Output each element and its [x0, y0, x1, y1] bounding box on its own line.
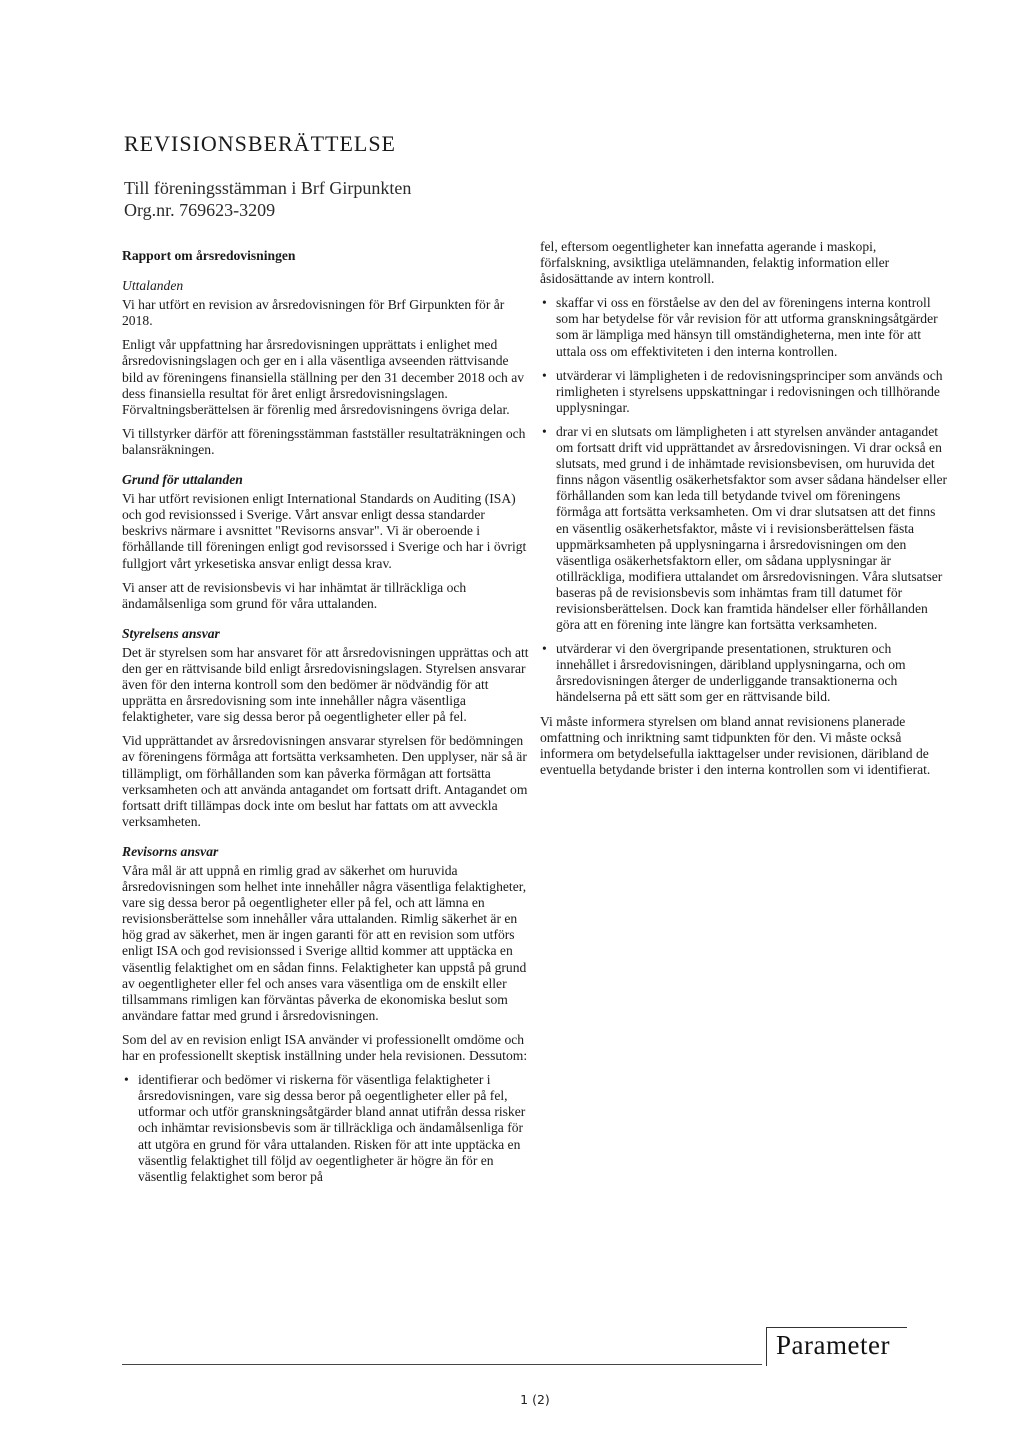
bullet-text: utvärderar vi lämpligheten i de redovisningsprinciper som används och rimligheten i styrelsens uppskattningar i redovisningen och tillhörande upplysningar.: [556, 367, 943, 415]
bullet-item: [122, 1072, 530, 1185]
uttalanden-paragraph: Vi har utfört en revision av årsredovisningen för Brf Girpunkten för år 2018.: [122, 297, 505, 329]
bullet-text: drar vi en slutsats om lämpligheten i att styrelsen använder antagandet om fortsatt drift vid upprättandet av årsredovisningen. Vi drar också en slutsats, med grund i de inhämtade revisionsbevisen, om huruvida det finns någon väsentlig osäkerhetsfaktor som avser sådana händelser eller förhållanden som kan leda till betydande tvivel om föreningens förmåga att fortsätta verksamheten. Om vi drar slutsatsen att det finns en väsentlig osäkerhetsfaktor, måste vi i revisionsberättelsen fästa uppmärksamheten på upplysningarna i årsredovisningen om den väsentliga osäkerhetsfaktorn eller, om sådana upplysningar är otillräckliga, modifiera uttalandet om årsredovisningen. Våra slutsatser baseras på de revisionsbevis som inhämtas fram till datumet för revisionsberättelsen. Dock kan framtida händelser eller förhållanden göra att en förening inte längre kan fortsätta verksamheten.: [556, 423, 948, 633]
bullet-item: [540, 424, 948, 633]
bullet-icon: •: [542, 641, 547, 657]
uttalanden-paragraph: Vi tillstyrker därför att föreningsstämman fastställer resultaträkningen och balansräkningen.: [122, 425, 526, 457]
right-bullet-list: [540, 295, 948, 705]
styrelsens-paragraph: Vid upprättandet av årsredovisningen ansvarar styrelsen för bedömningen av föreningens förmåga att fortsätta verksamheten. Den upplyser, när så är tillämpligt, om förhållanden som kan påverka förmågan att fortsätta verksamheten och att använda antagandet om fortsatt drift. Antagandet om fortsatt drift tillämpas dock inte om beslut har fattats om att avveckla verksamheten.: [122, 733, 528, 829]
uttalanden-paragraph: Enligt vår uppfattning har årsredovisningen upprättats i enlighet med årsredovisningslagen och ger en i alla väsentliga avseenden rättvisande bild av föreningens finansiella ställning per den 31 december 2018 och av dess finansiella resultat för året enligt årsredovisningslagen. Förvaltningsberättelsen är förenlig med årsredovisningens övriga delar.: [122, 337, 525, 417]
footer-rule: [122, 1364, 762, 1365]
page-number: 1 (2): [520, 1392, 550, 1407]
grund-paragraph: Vi anser att de revisionsbevis vi har inhämtat är tillräckliga och ändamålsenliga som grund för våra uttalanden.: [122, 579, 467, 611]
parameter-logo: Parameter: [776, 1330, 890, 1360]
left-column: [122, 248, 530, 1193]
bullet-item: [540, 295, 948, 359]
bullet-text: identifierar och bedömer vi riskerna för väsentliga felaktigheter i årsredovisningen, vare sig dessa beror på oegentligheter eller på fel, utformar och utför granskningsåtgärder bland annat utifrån dessa risker och inhämtar revisionsbevis som är tillräckliga och ändamålsenliga för att utgöra en grund för våra uttalanden. Risken för att inte upptäcka en väsentlig felaktighet till följd av oegentligheter är högre än för en väsentlig felaktighet som beror på: [138, 1072, 526, 1184]
document-title: REVISIONSBERÄTTELSE: [124, 131, 396, 156]
revisorns-paragraph: Våra mål är att uppnå en rimlig grad av säkerhet om huruvida årsredovisningen som helhet inte innehåller några väsentliga felaktigheter, vare sig dessa beror på oegentligheter eller på fel, och att lämna en revisionsberättelse som innehåller våra uttalanden. Rimlig säkerhet är en hög grad av säkerhet, men är ingen garanti för att en revision som utförs enligt ISA och god revisionssed i Sverige alltid kommer att upptäcka en väsentlig felaktighet om en sådan finns. Felaktigheter kan uppstå på grund av oegentligheter eller fel och anses vara väsentliga om de enskilt eller tillsammans rimligen kan förväntas påverka de ekonomiska beslut som användare fattar med grund i årsredovisningen.: [122, 863, 527, 1023]
recipient-line: Till föreningsstämman i Brf Girpunkten: [124, 178, 412, 198]
bullet-item: [540, 641, 948, 705]
bullet-icon: •: [542, 423, 547, 439]
styrelsens-paragraph: Det är styrelsen som har ansvaret för att årsredovisningen upprättas och att den ger en rättvisande bild enligt årsredovisningslagen. Styrelsen ansvarar även för den interna kontroll som den bedömer är nödvändig för att upprätta en årsredovisning som inte innehåller några väsentliga felaktigheter, vare sig dessa beror på oegentligheter eller på fel.: [122, 644, 529, 725]
section-title: Rapport om årsredovisningen: [122, 248, 296, 263]
bullet-icon: •: [542, 295, 547, 311]
bullet-text: skaffar vi oss en förståelse av den del av föreningens interna kontroll som har betydelse för vår revision för att utforma granskningsåtgärder som är lämpliga med hänsyn till omständigheterna, men inte för att uttala oss om effektiviteten i den interna kontrollen.: [556, 295, 938, 359]
styrelsens-heading: Styrelsens ansvar: [122, 625, 220, 641]
recipient-block: [124, 177, 411, 221]
revisorns-heading: Revisorns ansvar: [122, 843, 219, 859]
grund-paragraph: Vi har utfört revisionen enligt International Standards on Auditing (ISA) och god revisionssed i Sverige. Vårt ansvar enligt dessa standarder beskrivs närmare i avsnittet "Revisorns ansvar". Vi är oberoende i förhållande till föreningen enligt god revisorssed i Sverige och har i övrigt fullgjort vårt yrkesetiska ansvar enligt dessa krav.: [122, 491, 527, 571]
bullet-icon: •: [542, 367, 547, 383]
org-number: Org.nr. 769623-3209: [124, 200, 276, 220]
uttalanden-heading: Uttalanden: [122, 278, 184, 294]
continuation-paragraph: fel, eftersom oegentligheter kan innefatta agerande i maskopi, förfalskning, avsiktliga utelämnanden, felaktig information eller åsidosättande av intern kontroll.: [540, 239, 890, 287]
right-column: [540, 239, 948, 786]
bullet-icon: •: [124, 1072, 129, 1088]
bullet-item: [540, 368, 948, 416]
grund-heading: Grund för uttalanden: [122, 472, 243, 488]
revisorns-bullet-list: [122, 1072, 530, 1185]
bullet-text: utvärderar vi den övergripande presentationen, strukturen och innehållet i årsredovisningen, däribland upplysningarna, och om årsredovisningen återger de underliggande transaktionerna och händelserna på ett sätt som ger en rättvisande bild.: [556, 641, 906, 705]
revisorns-paragraph: Som del av en revision enligt ISA använder vi professionellt omdöme och har en professionellt skeptisk inställning under hela revisionen. Dessutom:: [122, 1031, 528, 1064]
closing-paragraph: Vi måste informera styrelsen om bland annat revisionens planerade omfattning och inriktning samt tidpunkten för den. Vi måste också informera om betydelsefulla iakttagelser under revisionen, däribland de eventuella betydande brister i den interna kontrollen som vi identifierat.: [540, 713, 931, 777]
